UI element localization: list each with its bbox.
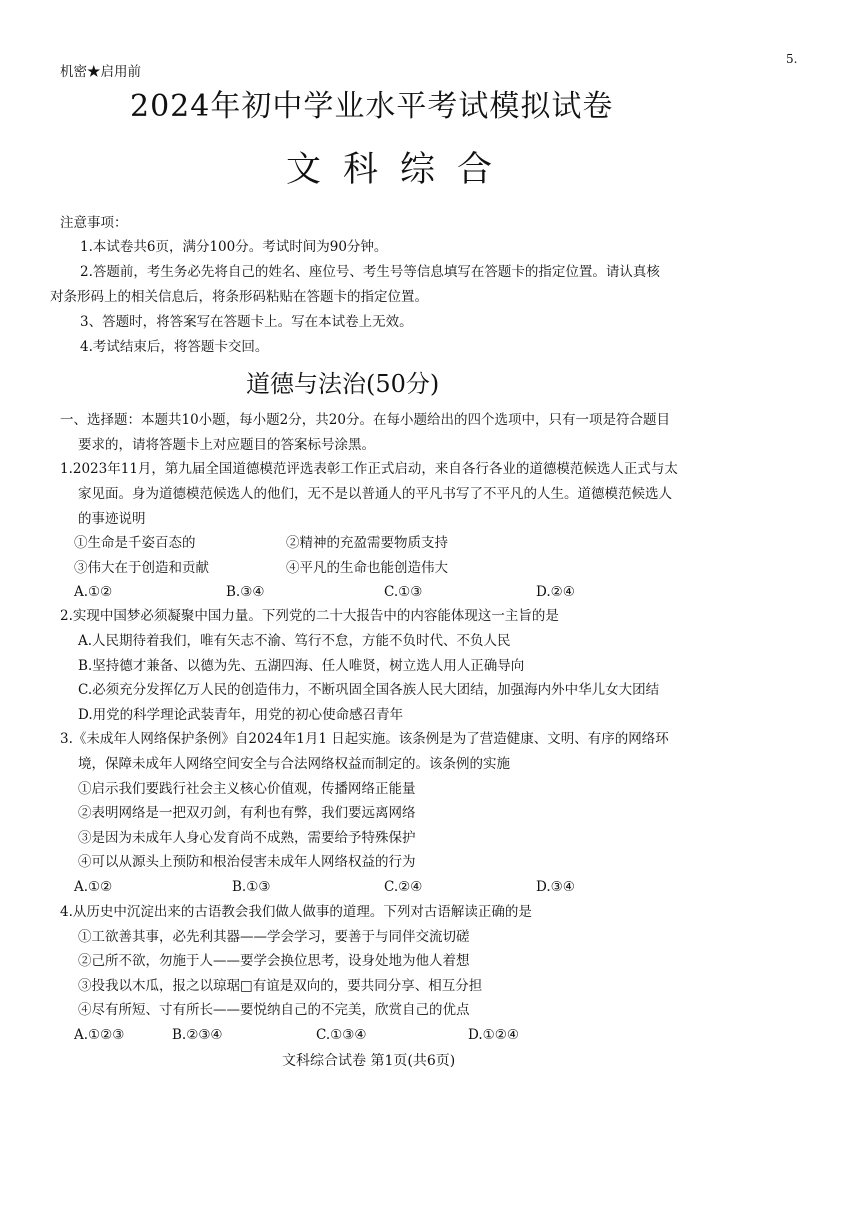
notes-item: 2.答题前，考生务必先将自己的姓名、座位号、考生号等信息填写在答题卡的指定位置。请认真核 [80, 264, 660, 280]
question-stem: 1.2023年11月，第九届全国道德模范评选表彰工作正式启动，来自各行各业的道德模范候选人正式与太 [60, 461, 678, 477]
option-b: B.②③④ [172, 1027, 223, 1043]
option-d: D.①②④ [468, 1027, 519, 1043]
statement: ①工欲善其事，必先利其器——学会学习，要善于与同伴交流切磋 [78, 929, 470, 945]
notes-item-continued: 对条形码上的相关信息后，将条形码粘贴在答题卡的指定位置。 [50, 289, 428, 305]
option-c: C.①③ [384, 584, 423, 600]
corner-mark: 5. [786, 52, 798, 66]
option-b: B.③④ [226, 584, 265, 600]
statement: ①生命是千姿百态的 [74, 535, 196, 551]
notes-item: 1.本试卷共6页，满分100分。考试时间为90分钟。 [80, 239, 388, 255]
option-b: B.①③ [232, 879, 271, 895]
question-stem: 境，保障未成年人网络空间安全与合法网络权益而制定的。该条例的实施 [78, 756, 510, 772]
confidential-label: 机密★启用前 [60, 64, 141, 80]
page-footer: 文科综合试卷 第1页(共6页) [282, 1053, 456, 1069]
statement: ④可以从源头上预防和根治侵害未成年人网络权益的行为 [78, 854, 416, 870]
option-a: A.人民期待着我们，唯有矢志不渝、笃行不怠，方能不负时代、不负人民 [78, 633, 511, 649]
statement: ②表明网络是一把双刃剑，有利也有弊，我们要远离网络 [78, 805, 416, 821]
notes-heading: 注意事项： [60, 215, 128, 231]
option-c: C.①③④ [316, 1027, 367, 1043]
notes-item: 4.考试结束后，将答题卡交回。 [80, 339, 269, 355]
statement: ④平凡的生命也能创造伟大 [286, 560, 448, 576]
question-stem: 2.实现中国梦必须凝聚中国力量。下列党的二十大报告中的内容能体现这一主旨的是 [60, 608, 559, 624]
option-a: A.①②③ [74, 1027, 125, 1043]
option-a: A.①② [74, 879, 113, 895]
option-b: B.坚持德才兼备、以德为先、五湖四海、任人唯贤，树立选人用人正确导向 [78, 658, 525, 674]
exam-title: 2024年初中学业水平考试模拟试卷 [130, 89, 614, 124]
option-d: D.③④ [536, 879, 575, 895]
section-instruction: 要求的，请将答题卡上对应题目的答案标号涂黑。 [78, 437, 375, 453]
subject-title: 文科综合 [286, 150, 515, 190]
notes-item: 3、答题时，将答案写在答题卡上。写在本试卷上无效。 [80, 314, 413, 330]
question-stem: 家见面。身为道德模范候选人的他们，无不是以普通人的平凡书写了不平凡的人生。道德模范候选人 [78, 486, 672, 502]
option-c: C.必须充分发挥亿万人民的创造伟力，不断巩固全国各族人民大团结，加强海内外中华儿女大团结 [78, 682, 660, 698]
statement: ③投我以木瓜，报之以琼琚□有谊是双向的，要共同分享、相互分担 [78, 978, 483, 994]
statement: ③是因为未成年人身心发育尚不成熟，需要给予特殊保护 [78, 830, 416, 846]
section-instruction: 一、选择题：本题共10小题，每小题2分，共20分。在每小题给出的四个选项中，只有一项是符合题目 [60, 412, 670, 428]
option-d: D.用党的科学理论武装青年，用党的初心使命感召青年 [78, 707, 404, 723]
option-d: D.②④ [536, 584, 575, 600]
option-a: A.①② [74, 584, 113, 600]
statement: ③伟大在于创造和贡献 [74, 560, 209, 576]
statement: ②己所不欲，勿施于人——要学会换位思考，设身处地为他人着想 [78, 953, 470, 969]
question-stem: 的事迹说明 [78, 511, 146, 527]
statement: ②精神的充盈需要物质支持 [286, 535, 448, 551]
statement: ④尽有所短、寸有所长——要悦纳自己的不完美，欣赏自己的优点 [78, 1002, 470, 1018]
section-title: 道德与法治(50分) [246, 370, 440, 398]
option-c: C.②④ [384, 879, 423, 895]
statement: ①启示我们要践行社会主义核心价值观，传播网络正能量 [78, 781, 416, 797]
question-stem: 3.《未成年人网络保护条例》自2024年1月1 日起实施。该条例是为了营造健康、文明、有序的网络环 [60, 731, 669, 747]
question-stem: 4.从历史中沉淀出来的古语教会我们做人做事的道理。下列对古语解读正确的是 [60, 904, 532, 920]
